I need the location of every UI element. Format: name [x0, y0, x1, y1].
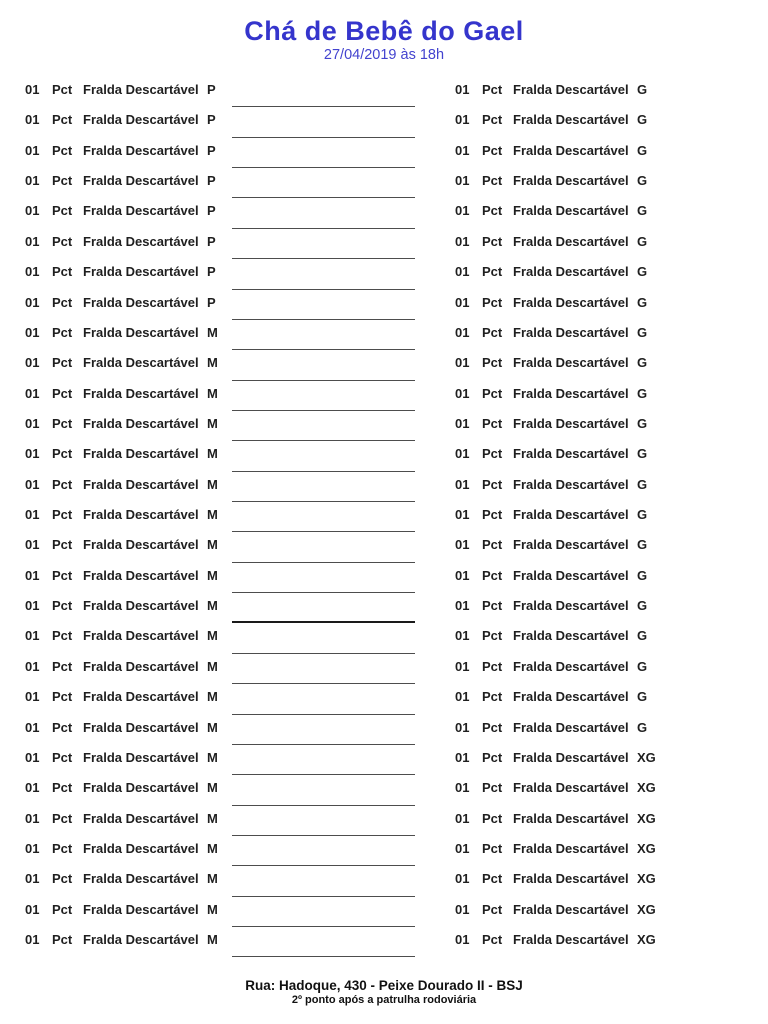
- item-name: Fralda Descartável: [83, 901, 199, 917]
- item-size: M: [207, 324, 218, 340]
- item-size: G: [637, 567, 648, 583]
- item-name: Fralda Descartável: [83, 446, 199, 462]
- item-quantity: 01: [455, 294, 470, 310]
- item-size: P: [207, 142, 216, 158]
- item-name: Fralda Descartável: [513, 142, 629, 158]
- item-size: P: [207, 233, 216, 249]
- item-size: G: [637, 628, 648, 644]
- item-size: G: [637, 415, 648, 431]
- item-name: Fralda Descartável: [83, 385, 199, 401]
- item-unit: Pct: [52, 233, 73, 249]
- item-quantity: 01: [455, 932, 470, 948]
- list-row: [25, 804, 425, 834]
- item-unit: Pct: [482, 203, 503, 219]
- item-name: Fralda Descartável: [83, 233, 199, 249]
- event-datetime: 27/04/2019 às 18h: [323, 47, 445, 63]
- item-unit: Pct: [482, 446, 503, 462]
- item-unit: Pct: [482, 233, 503, 249]
- item-quantity: 01: [25, 780, 40, 796]
- item-quantity: 01: [25, 173, 40, 189]
- item-name: Fralda Descartável: [513, 112, 629, 128]
- item-name: Fralda Descartável: [513, 901, 629, 917]
- item-quantity: 01: [455, 233, 470, 249]
- item-quantity: 01: [25, 901, 40, 917]
- list-row: [455, 196, 755, 226]
- item-quantity: 01: [25, 507, 40, 523]
- item-size: P: [207, 294, 216, 310]
- list-row: [455, 318, 755, 348]
- list-row: [25, 621, 425, 651]
- item-quantity: 01: [25, 476, 40, 492]
- item-size: M: [207, 385, 218, 401]
- item-size: M: [207, 355, 218, 371]
- item-name: Fralda Descartável: [83, 173, 199, 189]
- item-name: Fralda Descartável: [83, 203, 199, 219]
- item-unit: Pct: [52, 476, 73, 492]
- item-quantity: 01: [455, 112, 470, 128]
- item-size: XG: [637, 840, 656, 856]
- list-row: [455, 804, 755, 834]
- item-name: Fralda Descartável: [83, 112, 199, 128]
- item-size: M: [207, 567, 218, 583]
- item-quantity: 01: [25, 628, 40, 644]
- item-name: Fralda Descartável: [83, 355, 199, 371]
- item-quantity: 01: [25, 871, 40, 887]
- item-name: Fralda Descartável: [83, 871, 199, 887]
- item-unit: Pct: [482, 567, 503, 583]
- list-row: [455, 257, 755, 287]
- item-name: Fralda Descartável: [83, 264, 199, 280]
- gift-list-column-left: [25, 75, 425, 955]
- item-unit: Pct: [52, 173, 73, 189]
- list-row: [25, 136, 425, 166]
- item-size: G: [637, 476, 648, 492]
- item-size: M: [207, 446, 218, 462]
- item-quantity: 01: [455, 537, 470, 553]
- item-quantity: 01: [25, 203, 40, 219]
- item-quantity: 01: [455, 840, 470, 856]
- item-name: Fralda Descartável: [513, 719, 629, 735]
- item-quantity: 01: [455, 385, 470, 401]
- list-row: [25, 743, 425, 773]
- list-row: [25, 75, 425, 105]
- item-name: Fralda Descartável: [513, 537, 629, 553]
- item-name: Fralda Descartável: [83, 415, 199, 431]
- item-unit: Pct: [52, 658, 73, 674]
- item-unit: Pct: [52, 537, 73, 553]
- list-row: [25, 196, 425, 226]
- item-quantity: 01: [455, 173, 470, 189]
- item-name: Fralda Descartável: [513, 871, 629, 887]
- list-row: [455, 500, 755, 530]
- item-quantity: 01: [25, 415, 40, 431]
- list-row: [455, 136, 755, 166]
- item-quantity: 01: [455, 871, 470, 887]
- list-row: [25, 227, 425, 257]
- list-row: [455, 561, 755, 591]
- item-unit: Pct: [482, 507, 503, 523]
- item-name: Fralda Descartável: [513, 598, 629, 614]
- item-size: XG: [637, 901, 656, 917]
- item-unit: Pct: [52, 294, 73, 310]
- item-size: G: [637, 689, 648, 705]
- item-name: Fralda Descartável: [513, 689, 629, 705]
- list-row: [25, 470, 425, 500]
- item-name: Fralda Descartável: [513, 294, 629, 310]
- item-quantity: 01: [455, 355, 470, 371]
- item-name: Fralda Descartável: [513, 567, 629, 583]
- item-quantity: 01: [25, 749, 40, 765]
- item-quantity: 01: [455, 203, 470, 219]
- item-unit: Pct: [482, 476, 503, 492]
- item-quantity: 01: [455, 476, 470, 492]
- item-unit: Pct: [52, 598, 73, 614]
- list-row: [25, 864, 425, 894]
- list-row: [455, 409, 755, 439]
- item-unit: Pct: [52, 385, 73, 401]
- item-name: Fralda Descartável: [513, 446, 629, 462]
- item-quantity: 01: [455, 598, 470, 614]
- item-name: Fralda Descartável: [513, 658, 629, 674]
- item-unit: Pct: [52, 932, 73, 948]
- item-unit: Pct: [482, 294, 503, 310]
- item-name: Fralda Descartável: [513, 385, 629, 401]
- item-quantity: 01: [25, 567, 40, 583]
- page-title: Chá de Bebê do Gael: [244, 16, 524, 46]
- item-quantity: 01: [25, 689, 40, 705]
- list-row: [25, 713, 425, 743]
- item-unit: Pct: [482, 537, 503, 553]
- list-row: [25, 773, 425, 803]
- item-size: G: [637, 142, 648, 158]
- item-unit: Pct: [52, 567, 73, 583]
- item-size: P: [207, 112, 216, 128]
- list-row: [25, 561, 425, 591]
- item-unit: Pct: [482, 173, 503, 189]
- item-unit: Pct: [482, 628, 503, 644]
- item-unit: Pct: [52, 324, 73, 340]
- item-quantity: 01: [455, 324, 470, 340]
- item-name: Fralda Descartável: [513, 932, 629, 948]
- item-unit: Pct: [52, 264, 73, 280]
- item-name: Fralda Descartável: [513, 749, 629, 765]
- item-unit: Pct: [52, 780, 73, 796]
- list-row: [25, 925, 425, 955]
- item-size: P: [207, 203, 216, 219]
- item-size: G: [637, 173, 648, 189]
- item-size: P: [207, 82, 216, 97]
- item-name: Fralda Descartável: [513, 476, 629, 492]
- item-unit: Pct: [52, 355, 73, 371]
- item-size: G: [637, 82, 648, 97]
- item-unit: Pct: [482, 658, 503, 674]
- item-size: M: [207, 901, 218, 917]
- item-size: M: [207, 598, 218, 614]
- item-size: G: [637, 233, 648, 249]
- item-unit: Pct: [52, 415, 73, 431]
- item-name: Fralda Descartável: [83, 840, 199, 856]
- item-name: Fralda Descartável: [513, 780, 629, 796]
- item-name: Fralda Descartável: [513, 264, 629, 280]
- item-unit: Pct: [482, 689, 503, 705]
- item-quantity: 01: [455, 719, 470, 735]
- item-unit: Pct: [482, 719, 503, 735]
- item-unit: Pct: [52, 142, 73, 158]
- item-unit: Pct: [482, 810, 503, 826]
- item-unit: Pct: [482, 142, 503, 158]
- list-row: [455, 105, 755, 135]
- item-size: G: [637, 598, 648, 614]
- item-unit: Pct: [52, 749, 73, 765]
- item-quantity: 01: [455, 507, 470, 523]
- item-unit: Pct: [52, 901, 73, 917]
- list-row: [25, 682, 425, 712]
- list-row: [25, 895, 425, 925]
- item-quantity: 01: [25, 264, 40, 280]
- item-unit: Pct: [482, 749, 503, 765]
- list-row: [455, 379, 755, 409]
- item-quantity: 01: [25, 446, 40, 462]
- list-row: [25, 318, 425, 348]
- item-unit: Pct: [52, 628, 73, 644]
- item-quantity: 01: [25, 112, 40, 128]
- item-size: G: [637, 203, 648, 219]
- item-quantity: 01: [25, 840, 40, 856]
- item-name: Fralda Descartável: [513, 324, 629, 340]
- item-quantity: 01: [25, 294, 40, 310]
- list-row: [455, 227, 755, 257]
- list-row: [455, 288, 755, 318]
- item-unit: Pct: [482, 264, 503, 280]
- item-size: P: [207, 173, 216, 189]
- item-quantity: 01: [25, 658, 40, 674]
- list-row: [25, 257, 425, 287]
- item-unit: Pct: [482, 82, 503, 97]
- item-name: Fralda Descartável: [83, 810, 199, 826]
- item-quantity: 01: [455, 446, 470, 462]
- item-quantity: 01: [25, 719, 40, 735]
- item-quantity: 01: [455, 567, 470, 583]
- item-size: G: [637, 264, 648, 280]
- item-unit: Pct: [52, 446, 73, 462]
- item-name: Fralda Descartável: [513, 507, 629, 523]
- item-size: G: [637, 355, 648, 371]
- item-quantity: 01: [455, 415, 470, 431]
- item-name: Fralda Descartável: [83, 324, 199, 340]
- list-row: [25, 288, 425, 318]
- item-name: Fralda Descartável: [513, 355, 629, 371]
- list-row: [25, 166, 425, 196]
- item-size: G: [637, 446, 648, 462]
- item-unit: Pct: [482, 871, 503, 887]
- item-quantity: 01: [25, 932, 40, 948]
- item-name: Fralda Descartável: [513, 203, 629, 219]
- item-name: Fralda Descartável: [83, 628, 199, 644]
- item-size: G: [637, 658, 648, 674]
- item-quantity: 01: [455, 780, 470, 796]
- item-size: G: [637, 507, 648, 523]
- list-row: [455, 530, 755, 560]
- list-row: [455, 864, 755, 894]
- list-row: [25, 591, 425, 621]
- item-name: Fralda Descartável: [83, 719, 199, 735]
- list-row: [455, 591, 755, 621]
- item-unit: Pct: [482, 415, 503, 431]
- list-row: [25, 379, 425, 409]
- item-size: M: [207, 658, 218, 674]
- item-quantity: 01: [25, 142, 40, 158]
- list-row: [25, 105, 425, 135]
- gift-list-column-right: [455, 75, 755, 955]
- item-quantity: 01: [25, 82, 40, 97]
- item-quantity: 01: [455, 658, 470, 674]
- item-name: Fralda Descartável: [513, 810, 629, 826]
- list-row: [25, 409, 425, 439]
- item-quantity: 01: [455, 810, 470, 826]
- item-quantity: 01: [455, 689, 470, 705]
- item-unit: Pct: [482, 780, 503, 796]
- item-unit: Pct: [482, 324, 503, 340]
- item-name: Fralda Descartável: [83, 537, 199, 553]
- item-size: M: [207, 537, 218, 553]
- list-row: [455, 925, 755, 955]
- item-size: M: [207, 840, 218, 856]
- item-size: M: [207, 932, 218, 948]
- item-name: Fralda Descartável: [83, 689, 199, 705]
- item-size: M: [207, 415, 218, 431]
- item-name: Fralda Descartável: [513, 82, 629, 97]
- list-row: [25, 530, 425, 560]
- list-row: [25, 439, 425, 469]
- item-unit: Pct: [482, 112, 503, 128]
- item-size: G: [637, 112, 648, 128]
- item-quantity: 01: [25, 233, 40, 249]
- item-unit: Pct: [482, 932, 503, 948]
- item-name: Fralda Descartável: [513, 173, 629, 189]
- item-quantity: 01: [455, 264, 470, 280]
- item-size: G: [637, 385, 648, 401]
- item-unit: Pct: [52, 689, 73, 705]
- list-row: [455, 439, 755, 469]
- item-size: M: [207, 780, 218, 796]
- item-size: XG: [637, 749, 656, 765]
- item-size: M: [207, 628, 218, 644]
- footer-note: 2º ponto após a patrulha rodoviária: [291, 994, 477, 1006]
- item-name: Fralda Descartável: [83, 658, 199, 674]
- list-row: [25, 348, 425, 378]
- item-unit: Pct: [52, 82, 73, 97]
- item-size: G: [637, 719, 648, 735]
- list-row: [455, 652, 755, 682]
- item-unit: Pct: [52, 112, 73, 128]
- item-unit: Pct: [482, 840, 503, 856]
- list-row: [455, 621, 755, 651]
- item-quantity: 01: [455, 749, 470, 765]
- item-name: Fralda Descartável: [83, 780, 199, 796]
- item-size: M: [207, 871, 218, 887]
- list-row: [455, 470, 755, 500]
- list-row: [455, 348, 755, 378]
- item-unit: Pct: [482, 355, 503, 371]
- list-row: [455, 895, 755, 925]
- item-quantity: 01: [25, 810, 40, 826]
- item-unit: Pct: [52, 871, 73, 887]
- item-size: G: [637, 324, 648, 340]
- item-name: Fralda Descartável: [83, 476, 199, 492]
- list-row: [455, 773, 755, 803]
- signature-line: [232, 956, 415, 957]
- item-size: XG: [637, 871, 656, 887]
- item-quantity: 01: [25, 355, 40, 371]
- item-size: M: [207, 719, 218, 735]
- item-size: XG: [637, 810, 656, 826]
- item-quantity: 01: [455, 142, 470, 158]
- item-name: Fralda Descartável: [513, 628, 629, 644]
- item-name: Fralda Descartável: [83, 507, 199, 523]
- item-quantity: 01: [455, 628, 470, 644]
- item-quantity: 01: [25, 537, 40, 553]
- item-quantity: 01: [455, 82, 470, 97]
- item-quantity: 01: [25, 324, 40, 340]
- list-row: [455, 743, 755, 773]
- list-row: [455, 75, 755, 105]
- list-row: [25, 500, 425, 530]
- item-quantity: 01: [25, 385, 40, 401]
- item-name: Fralda Descartável: [83, 932, 199, 948]
- list-row: [455, 834, 755, 864]
- item-name: Fralda Descartável: [513, 840, 629, 856]
- item-name: Fralda Descartável: [83, 567, 199, 583]
- item-quantity: 01: [455, 901, 470, 917]
- item-size: P: [207, 264, 216, 280]
- item-name: Fralda Descartável: [513, 233, 629, 249]
- item-unit: Pct: [52, 840, 73, 856]
- item-size: M: [207, 507, 218, 523]
- item-unit: Pct: [52, 719, 73, 735]
- list-row: [455, 682, 755, 712]
- footer-address: Rua: Hadoque, 430 - Peixe Dourado II - BSJ: [245, 978, 523, 993]
- item-size: XG: [637, 780, 656, 796]
- item-name: Fralda Descartável: [83, 598, 199, 614]
- item-size: M: [207, 689, 218, 705]
- item-unit: Pct: [52, 507, 73, 523]
- item-size: XG: [637, 932, 656, 948]
- item-name: Fralda Descartável: [83, 294, 199, 310]
- item-unit: Pct: [482, 385, 503, 401]
- item-size: M: [207, 810, 218, 826]
- item-unit: Pct: [52, 203, 73, 219]
- item-name: Fralda Descartável: [83, 82, 199, 97]
- list-row: [455, 713, 755, 743]
- item-name: Fralda Descartável: [83, 749, 199, 765]
- list-row: [455, 166, 755, 196]
- item-size: M: [207, 749, 218, 765]
- item-size: G: [637, 294, 648, 310]
- list-row: [25, 652, 425, 682]
- item-unit: Pct: [482, 598, 503, 614]
- item-size: G: [637, 537, 648, 553]
- item-name: Fralda Descartável: [83, 142, 199, 158]
- item-quantity: 01: [25, 598, 40, 614]
- item-unit: Pct: [482, 901, 503, 917]
- item-name: Fralda Descartável: [513, 415, 629, 431]
- list-row: [25, 834, 425, 864]
- item-unit: Pct: [52, 810, 73, 826]
- item-size: M: [207, 476, 218, 492]
